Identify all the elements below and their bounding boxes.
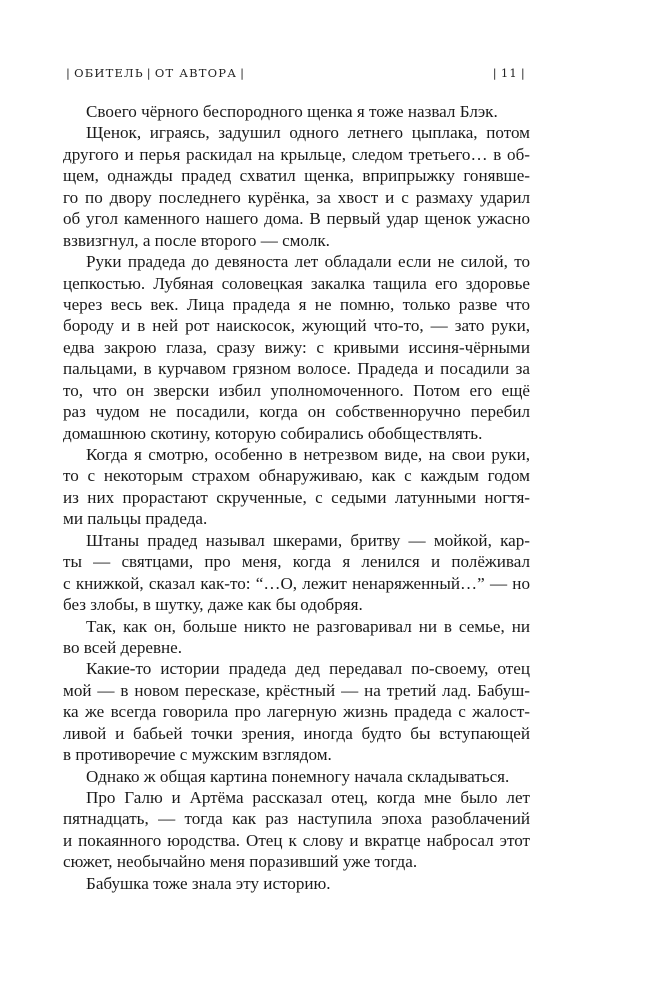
text-line: в противоречие с мужским взглядом. xyxy=(63,745,332,765)
text-line: бороду и в ней рот наискосок, жующий что-то, — зато руки, xyxy=(63,316,530,336)
text-line: другого и перья раскидал на крыльце, следом третьего… в об- xyxy=(63,144,530,164)
text-line: Однако ж общая картина понемногу начала складываться. xyxy=(86,766,510,786)
text-line: через весь век. Лица прадеда я не помню, только разве что xyxy=(63,294,530,314)
text-line: Своего чёрного беспородного щенка я тоже назвал Блэк. xyxy=(86,102,498,121)
paragraph xyxy=(63,444,530,530)
text-line: то, что он зверски избил уполномоченного. Потом его ещё xyxy=(63,380,530,400)
text-line: Когда я смотрю, особенно в нетрезвом виде, на свои руки, xyxy=(86,445,530,464)
text-line: Щенок, играясь, задушил одного летнего цыплака, потом xyxy=(86,123,530,143)
text-line: ливой и бабьей точки зрения, иногда будто бы вступающей xyxy=(63,723,530,743)
text-line: ка же всегда говорила про лагерную жизнь прадеда с жалост- xyxy=(63,702,530,722)
running-header xyxy=(63,66,529,82)
text-line: и покаянного юродства. Отец к слову и вкратце набросал этот xyxy=(63,830,530,850)
paragraph xyxy=(63,616,530,659)
text-line: во всей деревне. xyxy=(63,637,183,657)
running-header-right xyxy=(490,66,529,80)
text-line: домашнюю скотину, которую собирались обобществлять. xyxy=(63,423,483,443)
text-line: раз чудом не посадили, когда он собственноручно перебил xyxy=(63,402,530,422)
text-line: ты — святцами, про меня, когда я ленился и полёживал xyxy=(63,552,530,572)
text-line: Про Галю и Артёма рассказал отец, когда мне было лет xyxy=(86,788,530,807)
text-line: Какие-то истории прадеда дед передавал по-своему, отец xyxy=(86,659,530,679)
paragraph xyxy=(63,530,530,616)
text-line: с книжкой, сказал как-то: “…О, лежит ненаряженный…” — но xyxy=(63,573,530,593)
text-line: Так, как он, больше никто не разговаривал ни в семье, ни xyxy=(86,616,530,636)
paragraph xyxy=(63,658,530,765)
text-line: сюжет, необычайно меня поразивший уже тогда. xyxy=(63,852,418,872)
text-line: пальцами, в курчавом грязном волосе. Прадеда и посадили за xyxy=(63,359,530,379)
paragraph xyxy=(63,873,530,894)
text-line: взвизгнул, а после второго — смолк. xyxy=(63,230,330,250)
text-line: цепкостью. Лубяная соловецкая закалка тащила его здоровье xyxy=(63,273,530,293)
text-line: едва закрою глаза, сразу вижу: с кривыми иссиня-чёрными xyxy=(63,337,530,357)
text-line: ми пальцы прадеда. xyxy=(63,509,208,529)
page-number: 11 xyxy=(500,66,518,80)
paragraph xyxy=(63,101,530,122)
section-title: ОТ АВТОРА xyxy=(154,66,238,80)
text-line: го по двору последнего курёнка, за хвост и с размаху ударил xyxy=(63,187,530,207)
paragraph xyxy=(63,787,530,873)
book-title: ОБИТЕЛЬ xyxy=(74,66,144,80)
header-separator: | xyxy=(66,66,72,80)
body-text xyxy=(63,101,530,894)
text-line: щем, однажды прадед схватил щенка, вприпрыжку гонявше- xyxy=(63,166,530,186)
paragraph xyxy=(63,122,530,251)
paragraph xyxy=(63,251,530,444)
text-line: Руки прадеда до девяноста лет обладали если не силой, то xyxy=(86,252,530,272)
text-line: об угол каменного нашего дома. В первый удар щенок ужасно xyxy=(63,209,530,229)
text-line: без злобы, в шутку, даже как бы одобряя. xyxy=(63,595,363,615)
header-separator: | xyxy=(240,66,246,80)
header-separator: | xyxy=(146,66,152,80)
header-separator: | xyxy=(492,66,498,80)
text-line: Штаны прадед называл шкерами, бритву — мойкой, кар- xyxy=(86,530,530,550)
header-separator: | xyxy=(520,66,526,80)
text-line: Бабушка тоже знала эту историю. xyxy=(86,873,331,893)
text-line: пятнадцать, — тогда как раз наступила эпоха разоблачений xyxy=(63,809,530,829)
text-line: то с некоторым страхом обнаруживаю, как с каждым годом xyxy=(63,466,530,486)
text-line: мой — в новом пересказе, крёстный — на третий лад. Бабуш- xyxy=(63,680,530,700)
text-line: из них прорастают скрученные, с седыми латунными ногтя- xyxy=(63,487,530,507)
paragraph xyxy=(63,766,530,787)
running-header-left xyxy=(63,66,248,80)
